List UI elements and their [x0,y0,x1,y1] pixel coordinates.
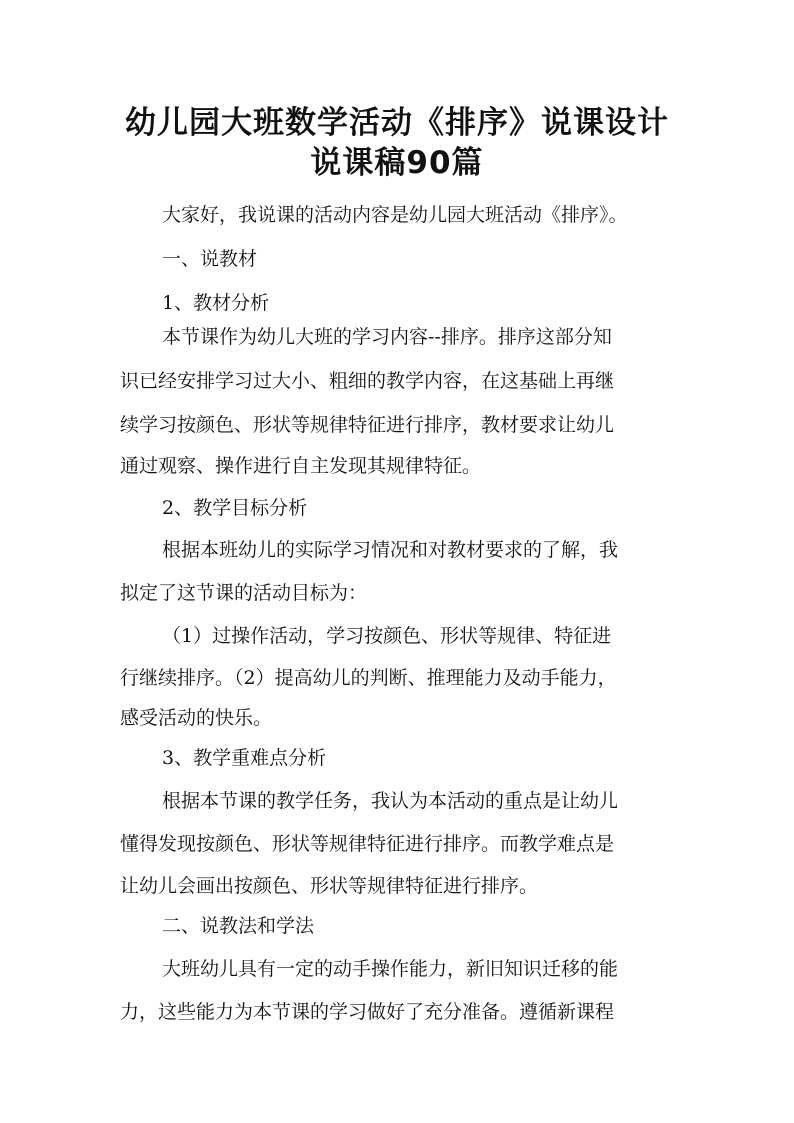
paragraph-line: 根据本节课的教学任务，我认为本活动的重点是让幼儿 [162,790,619,812]
title-line-1: 幼儿园大班数学活动《排序》说课设计 [125,105,669,141]
paragraph-line: 续学习按颜色、形状等规律特征进行排序，教材要求让幼儿 [120,414,615,436]
paragraph-line: 识已经安排学习过大小、粗细的教学内容，在这基础上再继 [120,370,615,392]
section-heading-1: 一、说教材 [162,248,258,270]
section-heading-2: 二、说教法和学法 [162,915,315,937]
paragraph-line: 懂得发现按颜色、形状等规律特征进行排序。而教学难点是 [120,833,615,855]
subsection-heading-3: 3、教学重难点分析 [162,747,327,769]
subsection-heading-1: 1、教材分析 [162,292,270,314]
paragraph-line: 通过观察、操作进行自主发现其规律特征。 [120,455,482,477]
paragraph-line: 感受活动的快乐。 [120,707,273,729]
title-line-2: 说课稿90篇 [310,145,484,181]
paragraph-line: （1）过操作活动，学习按颜色、形状等规律、特征进 [162,625,612,647]
intro-paragraph: 大家好，我说课的活动内容是幼儿园大班活动《排序》。 [162,204,628,226]
paragraph-line: 本节课作为幼儿大班的学习内容--排序。排序这部分知 [162,326,612,348]
subsection-heading-2: 2、教学目标分析 [162,497,308,519]
paragraph-line: 拟定了这节课的活动目标为： [120,582,368,604]
paragraph-line: 根据本班幼儿的实际学习情况和对教材要求的了解，我 [162,539,619,561]
paragraph-line: 让幼儿会画出按颜色、形状等规律特征进行排序。 [120,875,539,897]
paragraph-line: 力，这些能力为本节课的学习做好了充分准备。遵循新课程 [120,1001,615,1023]
paragraph-line: 行继续排序。（2）提高幼儿的判断、推理能力及动手能力， [120,667,617,689]
paragraph-line: 大班幼儿具有一定的动手操作能力，新旧知识迁移的能 [162,958,619,980]
